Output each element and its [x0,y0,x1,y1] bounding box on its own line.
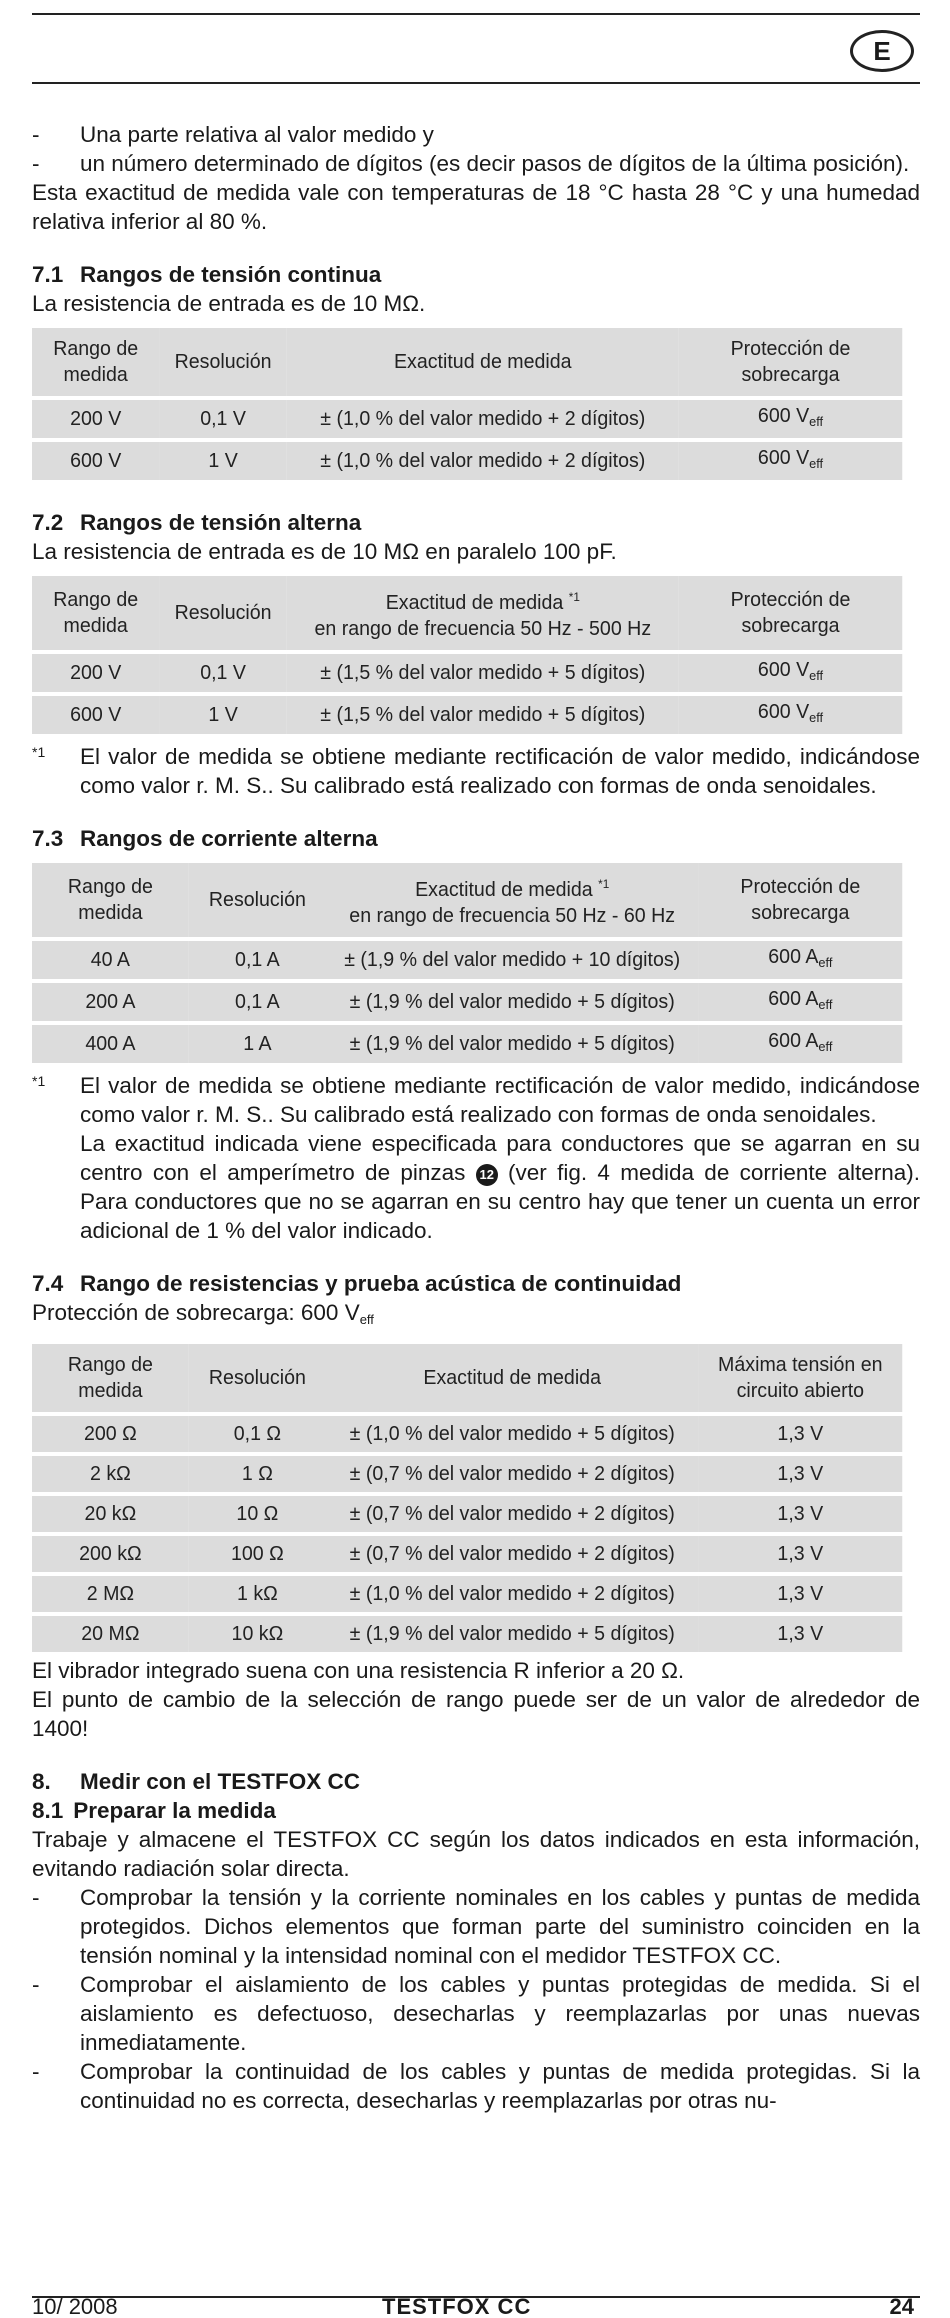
cell-resolution: 1 Ω [189,1456,326,1492]
col-header-resolution: Resolución [159,576,286,650]
col-header-accuracy: Exactitud de medida [287,328,679,396]
cell-accuracy: ± (1,9 % del valor medido + 10 dígitos) [326,941,698,979]
footnote: *1 El valor de medida se obtiene mediante rectificación de valor medido, indicándose como valor r. M. S.. Su calibrado está realizado con formas de onda senoidales. [32,744,920,798]
cell-max-voltage: 1,3 V [698,1576,902,1612]
cell-accuracy: ± (1,5 % del valor medido + 5 dígitos) [287,654,679,692]
table-row [32,1025,902,1063]
cell-resolution: 1 kΩ [189,1576,326,1612]
table-row [32,1616,902,1652]
ac-current-table [32,859,902,1067]
col-header-max-voltage: Máxima tensión en circuito abierto [698,1344,902,1412]
cell-accuracy: ± (1,9 % del valor medido + 5 dígitos) [326,983,698,1021]
col-header-accuracy: Exactitud de medida [326,1344,698,1412]
cell-resolution: 10 Ω [189,1496,326,1532]
table-row [32,1576,902,1612]
section-heading: 7.2 Rangos de tensión alterna [32,510,362,535]
cell-resolution: 1 A [189,1025,326,1063]
cell-range: 600 V [32,442,159,480]
col-header-range: Rango de medida [32,863,189,937]
cell-max-voltage: 1,3 V [698,1496,902,1532]
cell-accuracy: ± (1,9 % del valor medido + 5 dígitos) [326,1025,698,1063]
cell-max-voltage: 1,3 V [698,1456,902,1492]
section-heading: 8.1 Preparar la medida [32,1798,276,1823]
table-row [32,983,902,1021]
cell-accuracy: ± (1,5 % del valor medido + 5 dígitos) [287,696,679,734]
list-item: - Comprobar el aislamiento de los cables y puntas protegidas de medida. Si el aislamiento es defectuoso, desecharlas y reemplazarlas por unas nuevas inmediatamente. [32,1972,920,2055]
reference-number-icon: 12 [476,1164,498,1186]
cell-range: 200 V [32,400,159,438]
section-text: El vibrador integrado suena con una resistencia R inferior a 20 Ω. [32,1658,685,1683]
top-rule [32,13,920,15]
cell-accuracy: ± (1,0 % del valor medido + 2 dígitos) [326,1576,698,1612]
cell-range: 2 kΩ [32,1456,189,1492]
section-text: El punto de cambio de la selección de rango puede ser de un valor de alrededor de 1400! [32,1687,920,1741]
section-heading: 7.4 Rango de resistencias y prueba acústica de continuidad [32,1271,682,1296]
table-row [32,1456,902,1492]
cell-resolution: 1 V [159,442,286,480]
footnote: *1 El valor de medida se obtiene mediante rectificación de valor medido, indicándose como valor r. M. S.. Su calibrado está realizado con formas de onda senoidales. La exactitud indicada viene especificada para conductores que se agarran en su centro con el amperímetro de pinzas 12 (ver fig. 4 medida de corriente alterna). Para conductores que no se agarran en su centro hay que tener un cuenta un error adicional de 1 % del valor indicado. [32,1073,921,1243]
cell-protection: 600 $V_{eff}$ [679,654,902,692]
chapter-heading: 8. Medir con el TESTFOX CC [32,1769,361,1794]
table-row [32,941,902,979]
col-header-range: Rango de medida [32,1344,189,1412]
col-header-range: Rango de medida [32,328,159,396]
section-text: Trabaje y almacene el TESTFOX CC según los datos indicados en esta información, evitando radiación solar directa. [32,1827,920,1881]
manual-page [32,0,920,2318]
cell-protection: 600 $V_{eff}$ [679,400,902,438]
col-header-resolution: Resolución [189,863,326,937]
cell-max-voltage: 1,3 V [698,1616,902,1652]
cell-resolution: 0,1 A [189,983,326,1021]
ac-voltage-table [32,572,902,738]
table-row [32,654,902,692]
section-text: La resistencia de entrada es de 10 MΩ. [32,291,426,316]
cell-resolution: 0,1 A [189,941,326,979]
cell-protection: 600 $V_{eff}$ [679,696,902,734]
table-header-row [32,328,902,396]
page-footer [32,2296,920,2318]
cell-range: 200 Ω [32,1416,189,1452]
cell-range: 200 V [32,654,159,692]
cell-accuracy: ± (1,0 % del valor medido + 5 dígitos) [326,1416,698,1452]
cell-accuracy: ± (0,7 % del valor medido + 2 dígitos) [326,1536,698,1572]
cell-accuracy: ± (1,0 % del valor medido + 2 dígitos) [287,442,679,480]
intro-paragraph: Esta exactitud de medida vale con temperaturas de 18 °C hasta 28 °C y una humedad relativa inferior al 80 %. [32,180,920,234]
cell-accuracy: ± (0,7 % del valor medido + 2 dígitos) [326,1456,698,1492]
col-header-protection: Protección de sobrecarga [679,576,902,650]
list-item: - Comprobar la tensión y la corriente nominales en los cables y puntas de medida protegidos. Dichos elementos que forman parte del suministro coinciden en la tensión nominal y la intensidad nominal con el medidor TESTFOX CC. [32,1885,920,1968]
section-text: Protección de sobrecarga: 600 $V_{eff}$ [32,1300,374,1327]
intro-bullet: - Una parte relativa al valor medido y [32,122,434,147]
footer-date: 10/ 2008 [32,2294,118,2318]
cell-protection: 600 $A_{eff}$ [698,941,902,979]
col-header-range: Rango de medida [32,576,159,650]
section-heading: 7.3 Rangos de corriente alterna [32,826,378,851]
intro-bullet: - un número determinado de dígitos (es decir pasos de dígitos de la última posición). [32,151,910,176]
table-header-row [32,863,902,937]
table-row [32,1536,902,1572]
col-header-accuracy: Exactitud de medida $^{*1}$ en rango de frecuencia 50 Hz - 60 Hz [326,863,698,937]
header-rule [32,82,920,84]
col-header-protection: Protección de sobrecarga [679,328,902,396]
cell-resolution: 0,1 Ω [189,1416,326,1452]
cell-resolution: 0,1 V [159,654,286,692]
cell-range: 20 kΩ [32,1496,189,1532]
col-header-accuracy: Exactitud de medida $^{*1}$ en rango de frecuencia 50 Hz - 500 Hz [287,576,679,650]
cell-accuracy: ± (1,0 % del valor medido + 2 dígitos) [287,400,679,438]
table-header-row [32,576,902,650]
section-heading: 7.1 Rangos de tensión continua [32,262,382,287]
cell-resolution: 1 V [159,696,286,734]
cell-range: 2 MΩ [32,1576,189,1612]
col-header-resolution: Resolución [189,1344,326,1412]
language-badge: E [850,30,914,72]
cell-range: 200 A [32,983,189,1021]
cell-range: 600 V [32,696,159,734]
table-row [32,696,902,734]
cell-max-voltage: 1,3 V [698,1416,902,1452]
footer-brand: TESTFOX CC [382,2294,532,2318]
cell-max-voltage: 1,3 V [698,1536,902,1572]
page-content [32,120,920,2115]
cell-accuracy: ± (1,9 % del valor medido + 5 dígitos) [326,1616,698,1652]
table-row [32,1496,902,1532]
page-number: 24 [889,2294,914,2318]
cell-protection: 600 $A_{eff}$ [698,983,902,1021]
table-row [32,400,902,438]
cell-accuracy: ± (0,7 % del valor medido + 2 dígitos) [326,1496,698,1532]
section-text: La resistencia de entrada es de 10 MΩ en paralelo 100 pF. [32,539,617,564]
cell-range: 200 kΩ [32,1536,189,1572]
cell-protection: 600 $V_{eff}$ [679,442,902,480]
cell-resolution: 100 Ω [189,1536,326,1572]
table-header-row [32,1344,902,1412]
col-header-protection: Protección de sobrecarga [698,863,902,937]
table-row [32,442,902,480]
dc-voltage-table [32,324,902,484]
cell-range: 400 A [32,1025,189,1063]
cell-range: 40 A [32,941,189,979]
col-header-resolution: Resolución [159,328,286,396]
resistance-table [32,1340,902,1656]
cell-range: 20 MΩ [32,1616,189,1652]
list-item: - Comprobar la continuidad de los cables y puntas de medida protegidas. Si la continuidad no es correcta, desecharlas y reemplazarlas por otras nu- [32,2059,920,2113]
cell-resolution: 10 kΩ [189,1616,326,1652]
table-row [32,1416,902,1452]
cell-protection: 600 $A_{eff}$ [698,1025,902,1063]
cell-resolution: 0,1 V [159,400,286,438]
